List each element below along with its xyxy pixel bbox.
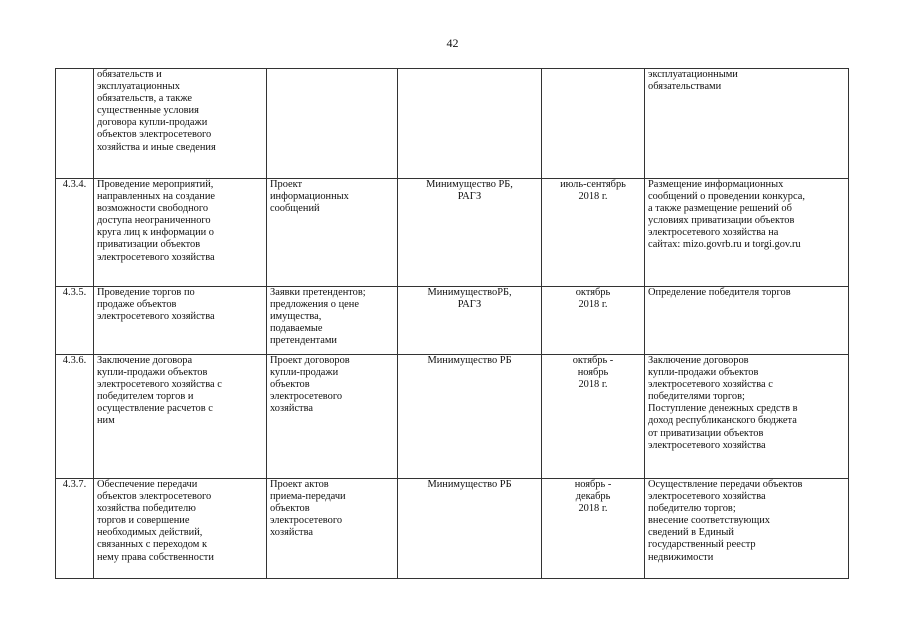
cell-text-line: эксплуатационными <box>648 69 738 80</box>
cell-text-line: объектов электросетевого <box>97 129 212 141</box>
cell-text-line: декабрь <box>575 491 611 503</box>
responsible-cell <box>398 479 542 579</box>
cell-text-line: ноябрь <box>577 367 609 379</box>
cell-text-line: Проект договоров <box>270 355 350 366</box>
cell-text-line: купли-продажи <box>270 367 339 379</box>
cell-text-line: купли-продажи объектов <box>648 367 759 379</box>
action-cell <box>94 479 267 579</box>
cell-text-line: электросетевого хозяйства с <box>97 379 222 391</box>
cell-text-line: октябрь <box>575 287 611 298</box>
term-cell <box>542 287 645 355</box>
cell-text-line: сообщений о проведении конкурса, <box>648 191 805 203</box>
plan-table <box>55 68 849 579</box>
result-cell <box>645 479 849 579</box>
action-cell <box>94 355 267 479</box>
table-row <box>56 479 849 579</box>
cell-text-line: 2018 г. <box>578 503 608 515</box>
form-cell <box>267 287 398 355</box>
cell-text-line: объектов <box>270 503 310 515</box>
cell-text-line: направленных на создание <box>97 191 215 203</box>
cell-text-line: электросетевого <box>270 391 343 403</box>
cell-text-line: доход республиканского бюджета <box>648 415 797 427</box>
cell-text-line: сведений в Единый <box>648 527 734 539</box>
cell-text-line: Проект актов <box>270 479 329 490</box>
action-cell <box>94 287 267 355</box>
cell-text-line: предложения о цене <box>270 299 359 311</box>
cell-text-line: продаже объектов <box>97 299 177 311</box>
action-cell <box>94 179 267 287</box>
cell-text-line: а также размещение решений об <box>648 203 792 215</box>
cell-text-line: приема-передачи <box>270 491 346 503</box>
cell-text-line: связанных с переходом к <box>97 539 208 551</box>
cell-text-line: внесение соответствующих <box>648 515 770 527</box>
cell-text-line: торгов и совершение <box>97 515 190 527</box>
cell-text-line: приватизации объектов <box>97 239 201 251</box>
cell-text-line: доступа неограниченного <box>97 215 211 227</box>
cell-text-line: электросетевого хозяйства <box>648 491 766 503</box>
cell-text-line: 2018 г. <box>578 379 608 391</box>
cell-text-line: обязательствами <box>648 81 722 93</box>
cell-text-line: электросетевого хозяйства <box>97 251 215 263</box>
cell-text-line: обязательств, а также <box>97 93 192 105</box>
cell-text-line: Поступление денежных средств в <box>648 403 798 415</box>
result-cell <box>645 69 849 179</box>
cell-text-line: договора купли-продажи <box>97 117 208 129</box>
cell-text-line: обязательств и <box>97 69 162 80</box>
cell-text-line: объектов <box>270 379 310 391</box>
term-cell <box>542 355 645 479</box>
page-number: 42 <box>446 36 459 50</box>
cell-text-line: ним <box>97 415 115 427</box>
cell-text-line: Обеспечение передачи <box>97 479 198 490</box>
cell-text-line: Проект <box>270 179 303 190</box>
cell-text-line: хозяйства и иные сведения <box>97 141 216 153</box>
cell-text-line: Минимущество РБ <box>427 479 512 490</box>
term-cell <box>542 179 645 287</box>
table-row <box>56 287 849 355</box>
cell-text-line: Минимущество РБ <box>427 355 512 366</box>
cell-text-line: Осуществление передачи объектов <box>648 479 803 490</box>
form-cell <box>267 69 398 179</box>
cell-text-line: ноябрь - <box>574 479 612 490</box>
item-number-cell: 4.3.7. <box>56 479 94 579</box>
cell-text-line: Заявки претендентов; <box>270 287 366 298</box>
cell-text-line: подаваемые <box>270 323 323 335</box>
cell-text-line: круга лиц к информации о <box>97 227 215 239</box>
cell-text-line: условиях приватизации объектов <box>648 215 795 227</box>
cell-text-line: нему права собственности <box>97 551 214 563</box>
cell-text-line: электросетевого хозяйства на <box>648 227 779 239</box>
cell-text-line: электросетевого хозяйства с <box>648 379 773 391</box>
cell-text-line: Проведение мероприятий, <box>97 179 214 190</box>
form-cell <box>267 179 398 287</box>
action-cell <box>94 69 267 179</box>
cell-text-line: сайтах: mizo.govrb.ru и torgi.gov.ru <box>648 239 801 251</box>
cell-text-line: претендентами <box>270 335 337 347</box>
cell-text-line: эксплуатационных <box>97 81 180 93</box>
term-cell <box>542 69 645 179</box>
cell-text-line: имущества, <box>270 311 322 323</box>
cell-text-line: победителем торгов и <box>97 391 194 403</box>
responsible-cell <box>398 355 542 479</box>
cell-text-line: Определение победителя торгов <box>648 287 791 298</box>
plan-table-body <box>56 69 849 579</box>
cell-text-line: электросетевого хозяйства <box>648 439 766 451</box>
table-row <box>56 69 849 179</box>
form-cell <box>267 355 398 479</box>
cell-text-line: хозяйства <box>270 403 313 415</box>
cell-text-line: необходимых действий, <box>97 527 203 539</box>
table-row <box>56 179 849 287</box>
cell-text-line: сообщений <box>270 203 320 215</box>
cell-text-line: электросетевого <box>270 515 343 527</box>
cell-text-line: хозяйства победителю <box>97 503 196 515</box>
cell-text-line: октябрь - <box>572 355 614 366</box>
cell-text-line: Размещение информационных <box>648 179 784 190</box>
cell-text-line: недвижимости <box>648 551 714 563</box>
cell-text-line: победителями торгов; <box>648 391 745 403</box>
cell-text-line: хозяйства <box>270 527 313 539</box>
cell-text-line: победителю торгов; <box>648 503 736 515</box>
cell-text-line: от приватизации объектов <box>648 427 764 439</box>
cell-text-line: МинимуществоРБ, <box>427 287 512 298</box>
cell-text-line: Заключение договора <box>97 355 193 366</box>
cell-text-line: возможности свободного <box>97 203 209 215</box>
responsible-cell <box>398 69 542 179</box>
responsible-cell <box>398 179 542 287</box>
item-number-cell: 4.3.4. <box>56 179 94 287</box>
cell-text-line: информационных <box>270 191 349 203</box>
cell-text-line: 2018 г. <box>578 191 608 203</box>
cell-text-line: осуществление расчетов с <box>97 403 213 415</box>
cell-text-line: июль-сентябрь <box>560 179 626 190</box>
cell-text-line: Проведение торгов по <box>97 287 195 298</box>
result-cell <box>645 287 849 355</box>
cell-text-line: Минимущество РБ, <box>426 179 513 190</box>
cell-text-line: государственный реестр <box>648 539 756 551</box>
cell-text-line: купли-продажи объектов <box>97 367 208 379</box>
item-number-cell: 4.3.5. <box>56 287 94 355</box>
cell-text-line: электросетевого хозяйства <box>97 311 215 323</box>
term-cell <box>542 479 645 579</box>
table-row <box>56 355 849 479</box>
cell-text-line: 2018 г. <box>578 299 608 311</box>
cell-text-line: РАГЗ <box>457 299 482 311</box>
cell-text-line: объектов электросетевого <box>97 491 212 503</box>
item-number-cell <box>56 69 94 179</box>
result-cell <box>645 179 849 287</box>
cell-text-line: Заключение договоров <box>648 355 749 366</box>
responsible-cell <box>398 287 542 355</box>
result-cell <box>645 355 849 479</box>
form-cell <box>267 479 398 579</box>
item-number-cell: 4.3.6. <box>56 355 94 479</box>
cell-text-line: существенные условия <box>97 105 199 117</box>
cell-text-line: РАГЗ <box>457 191 482 203</box>
